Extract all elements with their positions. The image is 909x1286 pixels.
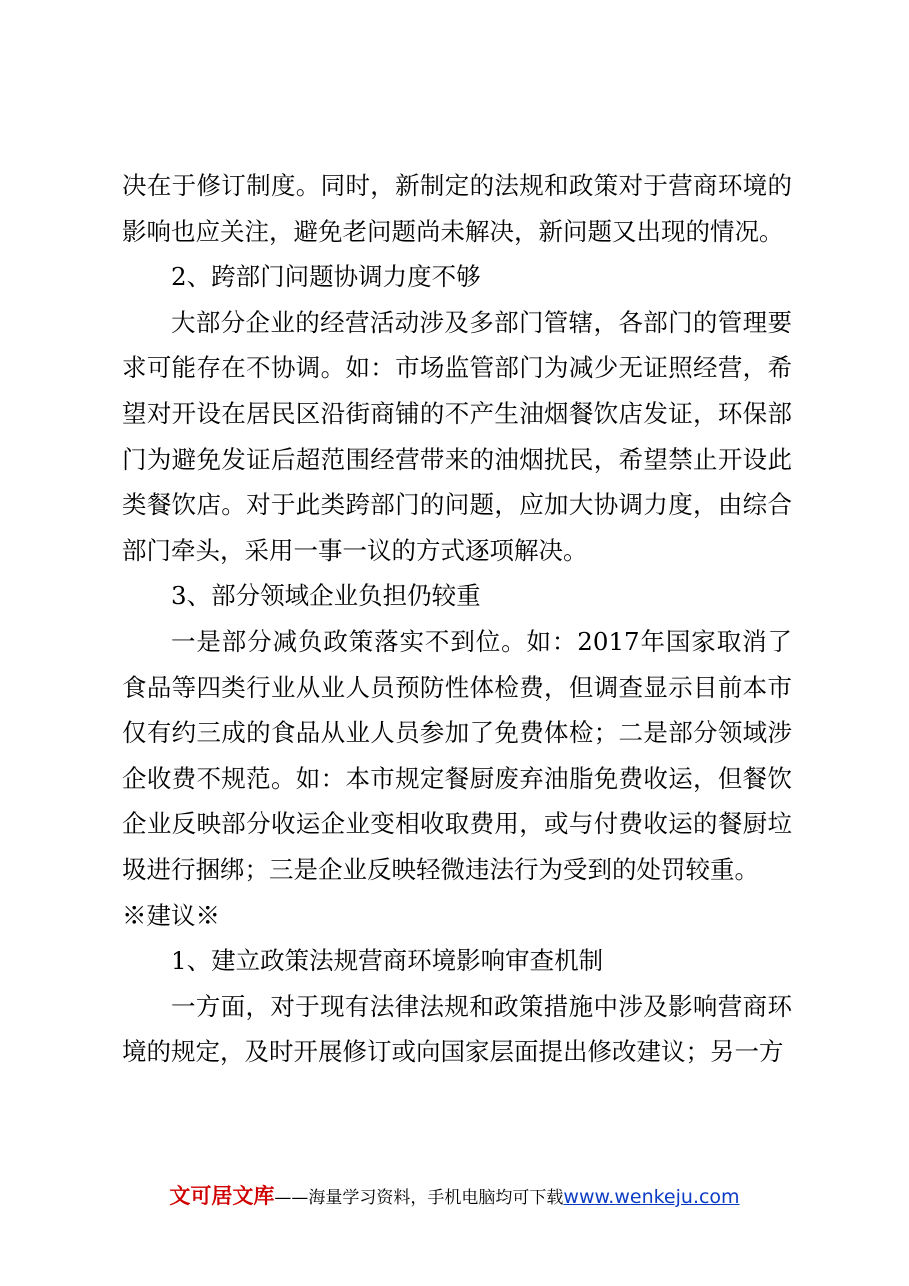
paragraph: 大部分企业的经营活动涉及多部门管辖，各部门的管理要求可能存在不协调。如：市场监管部门为减少无证照经营，希望对开设在居民区沿街商铺的不产生油烟餐饮店发证，环保部门为避免发证后超范围经营带来的油烟扰民，希望禁止开设此类餐饮店。对于此类跨部门的问题，应加大协调力度，由综合部门牵头，采用一事一议的方式逐项解决。 <box>122 307 792 565</box>
section-marker: ※建议※ <box>122 900 220 930</box>
paragraph: 决在于修订制度。同时，新制定的法规和政策对于营商环境的影响也应关注，避免老问题尚未解决，新问题又出现的情况。 <box>122 171 792 246</box>
document-body <box>122 163 792 1075</box>
brand-name: 文可居文库 <box>169 1184 275 1208</box>
paragraph: 一是部分减负政策落实不到位。如：2017年国家取消了食品等四类行业从业人员预防性体检费，但调查显示目前本市仅有约三成的食品从业人员参加了免费体检；二是部分领域涉企收费不规范。如：本市规定餐厨废弃油脂免费收运，但餐饮企业反映部分收运企业变相收取费用，或与付费收运的餐厨垃圾进行捆绑；三是企业反映轻微违法行为受到的处罚较重。 <box>122 626 792 884</box>
section-heading: 1、建立政策法规营商环境影响审查机制 <box>171 946 604 976</box>
section-heading: 3、部分领域企业负担仍较重 <box>171 581 481 611</box>
footer-slogan: ——海量学习资料，手机电脑均可下载 <box>274 1188 564 1208</box>
paragraph: 一方面，对于现有法律法规和政策措施中涉及影响营商环境的规定，及时开展修订或向国家层面提出修改建议；另一方 <box>122 991 792 1067</box>
website-link[interactable]: www.wenkeju.com <box>563 1186 740 1208</box>
footer-banner <box>0 1180 909 1210</box>
section-heading: 2、跨部门问题协调力度不够 <box>171 262 481 292</box>
